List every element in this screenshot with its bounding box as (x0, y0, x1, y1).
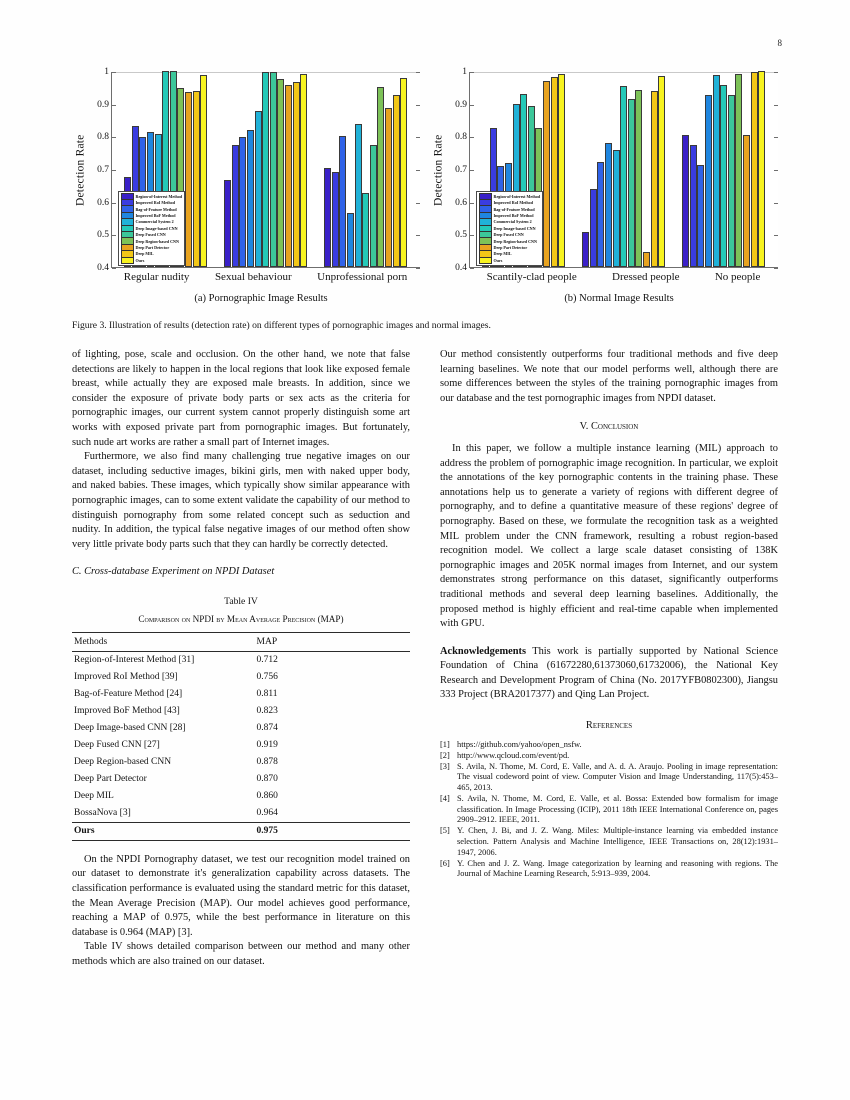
legend-label: Deep MIL (493, 251, 512, 257)
bar (728, 95, 735, 267)
bar (735, 74, 742, 267)
bar (255, 111, 262, 267)
tick-mark (112, 235, 116, 236)
table-row-ours (72, 822, 410, 840)
legend-label: Improved BoF Method (493, 213, 534, 219)
tick-mark (774, 268, 778, 269)
y-tick-1: 1 (104, 67, 109, 77)
legend-item (479, 257, 541, 263)
table-row (72, 669, 410, 686)
reference-text: S. Avila, N. Thome, M. Cord, E. Valle, et al. Bossa: Extended bow formalism for image classification. In Image Processing (ICIP), 2011 18th IEEE International Conference on, pages 2909–2912. IEEE, 2011. (457, 794, 778, 825)
reference-item (440, 826, 778, 858)
tick-mark (416, 72, 420, 73)
reference-text: S. Avila, N. Thome, M. Cord, E. Valle, and A. d. A. Araujo. Pooling in image representation: The visual codeword point of view. Computer Vision and Image Understanding, 117(5):453–465, 2013. (457, 761, 778, 793)
bar (590, 189, 597, 267)
bar-group-1 (582, 72, 666, 267)
page-number: 8 (777, 38, 782, 48)
bar (620, 86, 627, 267)
table-cell-method: Deep Image-based CNN [28] (74, 723, 186, 734)
bar (705, 95, 712, 267)
legend-label: Deep Fused CNN (135, 232, 166, 238)
legend-label: Improved RoI Method (135, 200, 175, 206)
legend-label: Deep Part Detector (493, 245, 528, 251)
y-tick-0.4: 0.4 (455, 263, 467, 273)
y-tick-0.5: 0.5 (455, 230, 467, 241)
legend-label: Deep Image-based CNN (493, 225, 536, 231)
legend-swatch (479, 257, 492, 265)
reference-item (440, 762, 778, 794)
bar (362, 193, 369, 267)
bar (347, 213, 354, 267)
table-4-subtitle: Comparison on NPDI by Mean Average Precision (MAP) (138, 613, 344, 624)
tick-mark (774, 203, 778, 204)
table-row (72, 788, 410, 805)
bar (355, 124, 362, 267)
figure-caption: Figure 3. Illustration of results (detection rate) on different types of pornographic images and normal images. (72, 320, 491, 331)
tick-mark (112, 72, 116, 73)
table-cell-map: 0.712 (256, 655, 278, 666)
x-tick-label: Regular nudity (123, 271, 190, 283)
tick-mark (470, 137, 474, 138)
y-tick-0.4: 0.4 (97, 263, 109, 273)
tick-mark (470, 105, 474, 106)
bar (690, 145, 697, 267)
reference-item (440, 751, 778, 762)
table-cell-map: 0.870 (256, 774, 278, 785)
bar (697, 165, 704, 267)
bar (324, 168, 331, 267)
y-tick-0.6: 0.6 (455, 197, 467, 208)
tick-mark (470, 72, 474, 73)
table-cell-map: 0.860 (256, 791, 278, 802)
y-tick-1: 1 (462, 67, 467, 77)
body-columns (72, 348, 778, 970)
chart-b-plot (469, 72, 778, 268)
table-cell-method: Deep Region-based CNN (74, 757, 172, 768)
table-row (72, 737, 410, 754)
references-heading: References (585, 720, 633, 732)
legend-label: Deep Fused CNN (493, 232, 524, 238)
bar (262, 72, 269, 267)
table-4-block (72, 595, 410, 841)
bar (285, 85, 292, 267)
bar (651, 91, 658, 267)
bar (385, 108, 392, 267)
table-cell-map: 0.874 (256, 723, 278, 734)
x-tick-label: Scantily-clad people (486, 271, 577, 283)
bar (270, 72, 277, 267)
chart-b-subcaption: (b) Normal Image Results (564, 293, 674, 304)
tick-mark (470, 268, 474, 269)
left-para-2: Furthermore, we also find many challenging true negative images on our dataset, including seductive images, bikini girls, men with naked upper body, and naked babies. These images, which typically show similar appearance with pornographic images, can to some extent validate the capability of our method to distinguish pornography from some related concept such as seduction and nudity. In addition, the typical false negative images of our method often show very little private body parts such that they can hardly be correctly detected. (72, 451, 410, 550)
reference-text: https://github.com/yahoo/open_nsfw. (457, 739, 582, 749)
bar (751, 72, 758, 267)
bar (277, 79, 284, 267)
legend-swatch (121, 257, 134, 265)
bar (605, 143, 612, 267)
table-cell-method: Deep Part Detector (74, 774, 147, 785)
table-cell-method: Bag-of-Feature Method [24] (74, 689, 183, 700)
right-para-1: Our method consistently outperforms four traditional methods and five deep learning baselines. We note that our model performs well, although there are some differences between the styles of the training pornographic images from our database and the test pornographic images from NPDI dataset. (440, 349, 778, 404)
bar (339, 136, 346, 267)
tick-mark (774, 105, 778, 106)
legend-label: Bag-of-Feature Method (493, 206, 535, 212)
legend-label: Improved RoI Method (493, 200, 533, 206)
bar (193, 91, 200, 267)
tick-mark (416, 170, 420, 171)
left-para-1: of lighting, pose, scale and occlusion. On the other hand, we note that false detections are likely to happen in the local regions that look like exposed female breast, while actually they are exposed male breasts. In addition, since we consider the exposure of private body parts or sex acts as the criteria for pornographic images, our current system cannot properly distinguish some art works with exposed private part from pornographic images. But fortunately, such nude art works are rather a small part of Internet images. (72, 349, 410, 448)
x-tick-label: Unprofessional porn (317, 271, 408, 283)
table-cell-method: Deep Fused CNN [27] (74, 740, 160, 751)
legend-label: Commercial System 2 (493, 219, 532, 225)
bar (682, 135, 689, 267)
bar (200, 75, 207, 267)
chart-a-legend (118, 191, 185, 266)
chart-b-legend (476, 191, 543, 266)
chart-panel-b (430, 67, 778, 304)
table-4 (72, 632, 410, 841)
table-header-row (72, 633, 410, 652)
left-column (72, 348, 410, 970)
tick-mark (112, 203, 116, 204)
tick-mark (416, 105, 420, 106)
bar-group-1 (224, 72, 308, 267)
table-cell-map: 0.964 (256, 808, 278, 819)
right-para-2: In this paper, we follow a multiple instance learning (MIL) approach to address the problem of pornographic image recognition. In particular, we exploit the annotations of the key pornographic contents in the training phase. These annotations help us to generate a variety of regions with different degree of pornography, and to define a quantitative measure of these regions' degree of pornography. Based on these, we formulate the recognition task as a weighted MIL problem under the CNN framework, resulting a robust region-based recognition model. We collect a large scale dataset consisting of 138K pornographic images and 205K normal images from Internet, and our system demonstrates strong performance on this dataset, significantly outperforms traditional methods and several deep learning baselines. Additionally, the proposed method is highly efficient and real-time capable when implemented with GPU. (440, 442, 778, 630)
reference-number: [3] (440, 761, 450, 771)
left-para-4: Table IV shows detailed comparison between our method and many other methods which are also trained on our dataset. (72, 941, 410, 967)
chart-b-y-axis-title: Detection Rate (432, 134, 445, 206)
tick-mark (112, 268, 116, 269)
bar (300, 74, 307, 267)
reference-number: [6] (440, 858, 450, 868)
legend-label: Region-of-Interest Method (493, 193, 541, 199)
bar (658, 76, 665, 267)
bar (224, 180, 231, 267)
table-cell-map: 0.878 (256, 757, 278, 768)
reference-text: Y. Chen and J. Z. Wang. Image categorization by learning and reasoning with regions. The Journal of Machine Learning Research, 5:913–939, 2004. (457, 858, 778, 879)
table-bottom-rule (72, 840, 410, 841)
table-row (72, 754, 410, 771)
tick-mark (774, 170, 778, 171)
legend-label: Ours (135, 257, 145, 263)
table-cell-map: 0.975 (255, 822, 410, 840)
reference-number: [2] (440, 750, 450, 760)
x-tick-label: Dressed people (612, 271, 680, 283)
bar (582, 232, 589, 267)
table-row (72, 686, 410, 703)
legend-label: Deep Region-based CNN (135, 238, 179, 244)
bar (239, 137, 246, 267)
bar (720, 85, 727, 267)
table-row (72, 720, 410, 737)
bar (597, 162, 604, 267)
chart-a-plot (111, 72, 420, 268)
bar (551, 77, 558, 267)
legend-item (121, 257, 183, 263)
reference-item (440, 859, 778, 880)
bar (543, 81, 550, 267)
tick-mark (774, 137, 778, 138)
rule-cell (255, 840, 410, 841)
table-cell-method: Region-of-Interest Method [31] (74, 655, 195, 666)
tick-mark (416, 235, 420, 236)
y-tick-0.9: 0.9 (97, 99, 109, 110)
bar (332, 172, 339, 267)
chart-b-y-tick-labels (447, 67, 469, 273)
table-cell-map: 0.756 (256, 672, 278, 683)
bar (643, 252, 650, 267)
tick-mark (416, 203, 420, 204)
tick-mark (774, 235, 778, 236)
bar (743, 135, 750, 267)
table-row (72, 771, 410, 788)
legend-label: Deep MIL (135, 251, 154, 257)
table-cell-method: Deep MIL (74, 791, 114, 802)
bar (393, 95, 400, 267)
bar (628, 99, 635, 267)
legend-label: Ours (493, 257, 503, 263)
y-tick-0.9: 0.9 (455, 99, 467, 110)
chart-b-x-tick-labels (469, 271, 778, 283)
acknowledgements-label: Acknowledgements (440, 645, 527, 657)
table-header-map: MAP (255, 633, 410, 652)
legend-label: Deep Image-based CNN (135, 225, 178, 231)
y-tick-0.7: 0.7 (455, 165, 467, 175)
chart-a-x-tick-labels (111, 271, 420, 283)
bar (247, 130, 254, 267)
y-tick-0.6: 0.6 (97, 197, 109, 208)
legend-label: Deep Region-based CNN (493, 238, 537, 244)
tick-mark (774, 72, 778, 73)
figure-3 (72, 67, 778, 331)
table-cell-map: 0.811 (256, 689, 278, 700)
section-heading-conclusion: V. Conclusion (579, 421, 639, 433)
bar (558, 74, 565, 267)
tick-mark (112, 170, 116, 171)
y-tick-0.8: 0.8 (97, 132, 109, 143)
bar (293, 82, 300, 267)
rule-cell (72, 840, 255, 841)
x-tick-label: Sexual behaviour (214, 271, 292, 283)
table-cell-method: Improved RoI Method [39] (74, 672, 178, 683)
bar (400, 78, 407, 267)
subsection-heading-c: C. Cross-database Experiment on NPDI Dataset (72, 566, 275, 578)
acknowledgements-paragraph (440, 645, 778, 703)
reference-item (440, 740, 778, 751)
tick-mark (470, 170, 474, 171)
charts-row (72, 67, 778, 304)
bar-group-2 (324, 72, 408, 267)
reference-number: [4] (440, 794, 450, 804)
reference-number: [1] (440, 739, 450, 749)
tick-mark (112, 105, 116, 106)
table-header-methods: Methods (72, 633, 255, 652)
legend-label: Bag-of-Feature Method (135, 206, 177, 212)
references-list (440, 740, 778, 880)
reference-number: [5] (440, 826, 450, 836)
reference-text: Y. Chen, J. Bi, and J. Z. Wang. Miles: Multiple-instance learning via embedded instance selection. Pattern Analysis and Machine Intelligence, IEEE Transactions on, 28(12):1931–1947, 2006. (457, 826, 778, 857)
legend-label: Deep Part Detector (135, 245, 170, 251)
table-cell-method: Ours (72, 822, 255, 840)
bar (613, 150, 620, 267)
bar (758, 71, 765, 267)
y-tick-0.8: 0.8 (455, 132, 467, 143)
table-4-title: Table IV (224, 595, 258, 607)
bar (377, 87, 384, 267)
right-column (440, 348, 778, 970)
bar (185, 92, 192, 267)
bar-group-2 (682, 72, 766, 267)
table-row (72, 703, 410, 720)
chart-panel-a (72, 67, 420, 304)
table-row (72, 805, 410, 822)
tick-mark (416, 268, 420, 269)
legend-label: Region-of-Interest Method (135, 193, 183, 199)
left-para-3: On the NPDI Pornography dataset, we test our recognition model trained on our dataset to demonstrate it's generalization capability across datasets. The classification performance is evaluated using the standard metric for this dataset, the Mean Average Precision (MAP). Our model achieves good performance, reaching a MAP of 0.975, while the best performance in literature on this database is 0.964 (MAP) [3]. (72, 853, 410, 938)
bar (370, 145, 377, 268)
bar (635, 90, 642, 267)
chart-a-y-axis-title: Detection Rate (74, 134, 87, 206)
table-row (72, 652, 410, 669)
tick-mark (416, 137, 420, 138)
table-cell-map: 0.823 (256, 706, 278, 717)
legend-label: Improved BoF Method (135, 213, 176, 219)
chart-a-subcaption: (a) Pornographic Image Results (194, 293, 328, 304)
acknowledgements-text: This work is partially supported by National Science Foundation of China (61672280,61373060,61732006), the National Key Research and Development Program of China (No. 2017YFB0802300), Jiangsu 333 Project (BRA2017377) and Qing Lan Project. (440, 645, 778, 701)
legend-label: Commercial System 2 (135, 219, 174, 225)
reference-item (440, 794, 778, 826)
bar (713, 75, 720, 267)
chart-a-y-tick-labels (89, 67, 111, 273)
table-cell-map: 0.919 (256, 740, 278, 751)
reference-text: http://www.qcloud.com/event/pd. (457, 750, 570, 760)
y-tick-0.5: 0.5 (97, 230, 109, 241)
table-cell-method: BossaNova [3] (74, 808, 131, 819)
tick-mark (112, 137, 116, 138)
table-cell-method: Improved BoF Method [43] (74, 706, 180, 717)
bar (232, 145, 239, 267)
x-tick-label: No people (714, 271, 761, 283)
y-tick-0.7: 0.7 (97, 165, 109, 175)
tick-mark (470, 235, 474, 236)
tick-mark (470, 203, 474, 204)
